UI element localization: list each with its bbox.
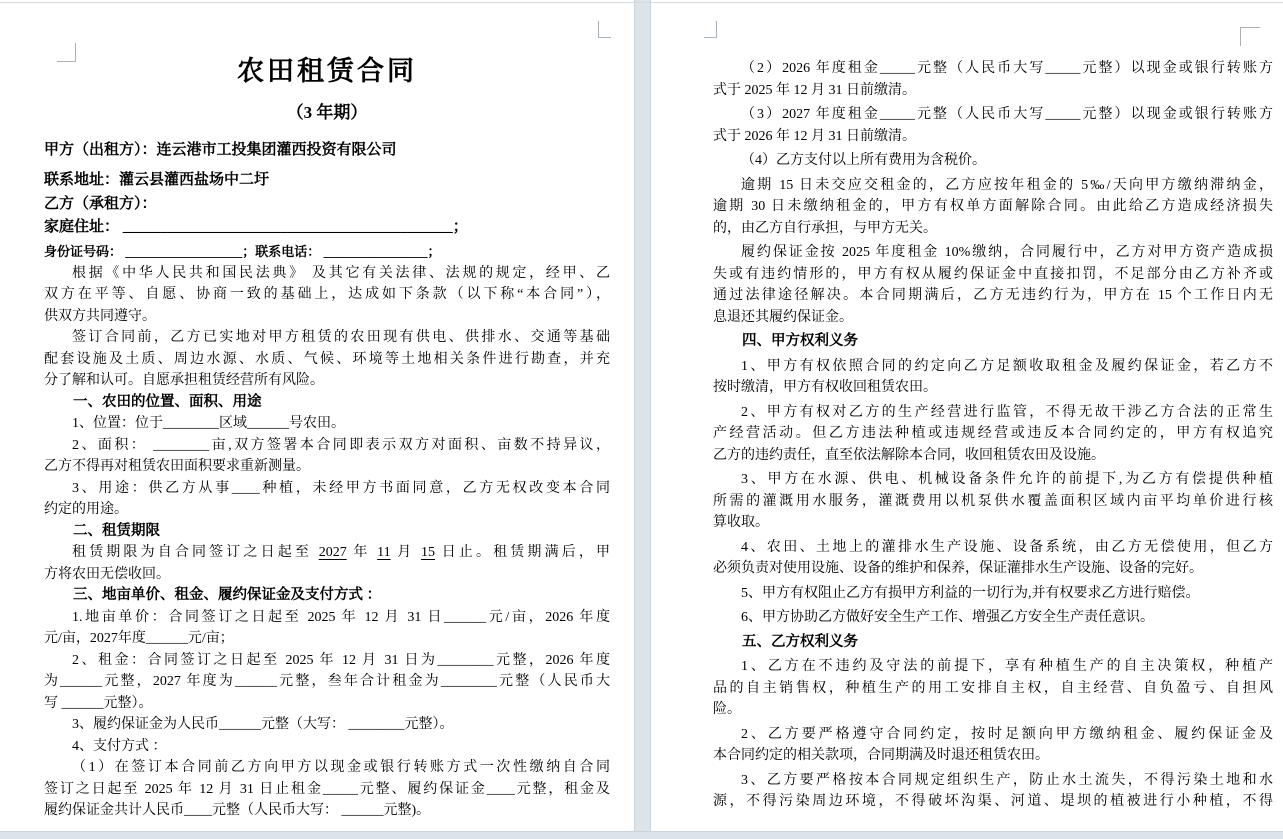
text-run: 3、履约保证金为人民币 [72, 717, 219, 732]
text-line [713, 724, 1273, 746]
contract-page-1[interactable] [0, 0, 634, 831]
text-run: 品的自主销售权，种植生产的用工安排自主权，自主经营、自负盈亏、自担风 [713, 680, 1273, 696]
text-run: 乙方不得再对租赁农田面积要求重新测量。 [44, 459, 310, 474]
text-run: 3、乙方要严格按本合同规定组织生产，防止水土流失，不得污染土地和水 [741, 772, 1273, 788]
text-line [44, 628, 610, 650]
text-line [713, 632, 1273, 654]
text-run: 3、甲方在水源、供电、机械设备条件允许的前提下,为乙方有偿提供种植 [741, 472, 1273, 487]
text-line [713, 331, 1273, 353]
text-line [713, 699, 1273, 721]
text-run: 四、甲方权利义务 [742, 333, 858, 349]
blank-field: ________ [153, 437, 210, 453]
text-run: （3 年期） [286, 103, 368, 122]
text-line [44, 216, 610, 240]
text-run: 五、乙方权利义务 [742, 633, 858, 650]
text-run: 元整)。 [383, 803, 431, 818]
text-line [44, 138, 610, 163]
text-run: 签订之日起至 2025 年 12 月 31 日止租金 [44, 781, 323, 797]
text-line [713, 150, 1273, 172]
text-run: 签订合同前，乙方已实地对甲方租赁的农田现有供电、供排水、交通等基础 [72, 330, 610, 345]
text-run: 5、甲方有权阻止乙方有损甲方利益的一切行为,并有权要求乙方进行赔偿。 [741, 585, 1200, 601]
text-line [713, 745, 1273, 767]
text-run: 元整，2027 年度为 [102, 674, 236, 689]
text-run: （2）2026 年度租金 [741, 61, 880, 76]
text-line [44, 456, 610, 478]
text-line [44, 349, 610, 371]
paragraph [44, 542, 610, 585]
section-heading [44, 392, 610, 414]
text-run: 1、乙方在不违约及守法的前提下，享有种植生产的自主决策权，种植产 [741, 659, 1273, 674]
text-line [713, 423, 1273, 445]
text-line [713, 356, 1273, 378]
text-run: 式于 2025 年 12 月 31 日前缴清。 [713, 82, 916, 98]
text-line [44, 263, 610, 285]
paragraph [713, 656, 1273, 721]
blank-field: _____ [879, 107, 915, 122]
underlined-value: 15 [421, 545, 436, 560]
text-run: 联系地址：灌云县灌西盐场中二圩 [44, 172, 270, 188]
text-line [713, 469, 1273, 491]
paragraph [713, 58, 1273, 101]
paragraph [44, 736, 610, 758]
text-run: 方将农田无偿收回。 [44, 566, 170, 582]
text-line [713, 491, 1273, 513]
blank-field: ______ [444, 609, 487, 625]
text-line [44, 169, 610, 193]
text-line [713, 678, 1273, 700]
text-run: 二、租赁期限 [73, 522, 160, 539]
text-line [44, 478, 610, 500]
blank-field: ____ [231, 480, 260, 496]
text-line [713, 285, 1273, 307]
text-run: 的，由乙方自行承担，与甲方无关。 [713, 220, 937, 236]
text-run: 元整，2026 年度 [493, 652, 610, 668]
text-line [713, 126, 1273, 148]
document-title [44, 50, 610, 92]
text-run: 元整）以现金或银行转账方 [1080, 61, 1274, 76]
blank-field: _____ [322, 781, 358, 797]
paragraph [44, 478, 610, 521]
text-line [713, 264, 1273, 286]
paragraph [713, 402, 1273, 467]
text-run: 农田租赁合同 [237, 56, 417, 86]
paragraph [44, 650, 610, 715]
text-run: 履约保证金共计人民币 [44, 803, 184, 818]
text-run: 险。 [713, 702, 741, 717]
text-run: 元整、履约保证金 [357, 781, 487, 797]
blank-field: ________ [440, 674, 497, 689]
text-line [44, 499, 610, 521]
text-line [44, 714, 610, 736]
text-run: 算收取。 [713, 515, 769, 530]
paragraph [713, 242, 1273, 328]
text-run: 元整，租金及 [514, 781, 611, 797]
text-run: 元整）。 [103, 695, 153, 711]
text-run: 一、农田的位置、面积、用途 [73, 393, 262, 410]
paragraph [713, 175, 1273, 240]
text-run: 1.地亩单价：合同签订之日起至 2025 年 12 月 31 日 [72, 609, 445, 625]
blank-field: ______ [235, 674, 278, 689]
blank-field: ________ [163, 416, 219, 431]
text-run: 1、甲方有权依照合同的约定向乙方足额收取租金及履约保证金，若乙方不 [741, 358, 1273, 374]
blank-field: ______ [60, 674, 103, 689]
text-run: 元整（大写： [261, 717, 349, 732]
text-run: 履约保证金按 2025 年度租金 10%缴纳，合同履行中，乙方对甲方资产造成损 [741, 245, 1273, 260]
section-heading [713, 331, 1273, 353]
text-run: 逾期 15 日未交应交租金的，乙方应按年租金的 5‰/天向甲方缴纳滞纳金， [741, 177, 1273, 193]
blank-field: _____ [879, 61, 915, 76]
text-run: 元/亩，2027年度 [44, 631, 146, 646]
text-run: 元整（人民币大写 [914, 107, 1046, 122]
text-run: 息退还其履约保证金。 [713, 309, 853, 325]
text-run: 元整（人民币大写： [212, 803, 342, 818]
blank-field: ________ [437, 652, 494, 668]
blank-field: ______ [145, 631, 188, 646]
text-run: 根据《中华人民共和国民法典》 及其它有关法律、法规的规定，经甲、乙 [72, 265, 610, 281]
blank-field: ____ [486, 781, 515, 797]
text-run: 通过法律途径解决。本合同期满后，乙方无违约行为，甲方在 15 个工作日内无 [713, 288, 1273, 303]
text-run: 2、租金：合同签订之日起至 2025 年 12 月 31 日为 [72, 652, 438, 668]
text-run: 年 [346, 545, 378, 560]
text-line [713, 770, 1273, 792]
text-line [44, 193, 610, 217]
text-line [44, 370, 610, 392]
text-line [44, 327, 610, 349]
text-run: ； [427, 243, 441, 259]
text-line [44, 542, 610, 564]
text-line [44, 607, 610, 629]
paragraph [713, 583, 1273, 605]
text-line [713, 58, 1273, 80]
text-run: 为 [44, 674, 61, 689]
blank-field: ____ [184, 803, 212, 818]
text-run: 源，不得污染周边环境，不得破坏沟渠、河道、堤坝的植被进行小种植，不得 [713, 794, 1273, 809]
text-run: 2、甲方有权对乙方的生产经营进行监管，不得无故干涉乙方合法的正常生 [741, 404, 1273, 420]
underlined-value: 11 [377, 545, 391, 560]
text-line [44, 240, 610, 263]
paragraph [713, 607, 1273, 629]
contract-page-2[interactable] [651, 0, 1283, 831]
text-line [44, 671, 610, 693]
text-run: 6、甲方协助乙方做好安全生产工作、增强乙方安全生产责任意识。 [741, 610, 1154, 625]
margin-crop-mark [57, 43, 76, 62]
text-run: 家庭住址： [44, 219, 123, 235]
text-line [44, 306, 610, 328]
section-heading [44, 521, 610, 543]
text-line [44, 521, 610, 543]
page-gap [634, 0, 651, 831]
paragraph [44, 413, 610, 435]
text-run: （4）乙方支付以上所有费用为含税价。 [741, 153, 986, 168]
margin-crop-mark [704, 21, 717, 38]
text-line [713, 537, 1273, 559]
blank-field: _____ [1045, 107, 1081, 122]
paragraph [44, 216, 610, 240]
text-run: 式于 2026 年 12 月 31 日前缴清。 [713, 128, 916, 144]
text-run: 失或有违约情形的，甲方有权从履约保证金中直接扣罚，不足部分由乙方补齐或 [713, 266, 1273, 282]
text-run: 种植，未经甲方书面同意，乙方无权改变本合同 [259, 480, 611, 496]
paragraph [713, 150, 1273, 172]
text-run: 乙方（承租方）： [44, 195, 157, 212]
margin-crop-mark [598, 21, 611, 38]
text-run: 元整，叁年合计租金为 [277, 674, 441, 689]
text-run: 三、地亩单价、租金、履约保证金及支付方式 ： [73, 587, 382, 603]
text-line [44, 585, 610, 607]
text-line [713, 791, 1273, 813]
text-run: 元/亩，2026 年度 [486, 609, 611, 625]
text-run: 配套设施及土质、周边水源、水质、气候、环境等土地相关条件进行勘查，并充 [44, 351, 610, 367]
text-line [713, 80, 1273, 102]
text-run: 元整）。 [404, 717, 454, 732]
text-line [44, 392, 610, 414]
text-line [713, 607, 1273, 629]
text-run: 甲方（出租方）：连云港市工投集团灌西投资有限公司 [44, 142, 397, 158]
text-line [44, 650, 610, 672]
text-line [44, 779, 610, 801]
text-line [713, 656, 1273, 678]
paragraph [44, 193, 610, 217]
text-run: 2、面积： [72, 437, 154, 453]
paragraph [44, 435, 610, 478]
text-run: 产经营活动。但乙方违法种植或违规经营或违反本合同约定的，甲方有权追究 [713, 426, 1273, 441]
text-run: 元整（人民币大写 [914, 61, 1046, 76]
blank-field: ______ [219, 717, 261, 732]
paragraph [713, 469, 1273, 534]
text-line [713, 242, 1273, 264]
margin-crop-mark [1240, 27, 1260, 46]
paragraph [44, 169, 610, 193]
text-run: （3）2027 年度租金 [741, 107, 880, 122]
section-heading [44, 585, 610, 607]
blank-field: ____________________________________________ [122, 219, 453, 235]
blank-field: ______ [247, 416, 289, 431]
blank-field: ______ [61, 695, 104, 711]
text-run: （1）在签订本合同前乙方向甲方以现金或银行转账方式一次性缴纳自合同 [72, 760, 610, 775]
text-run: 3、用途：供乙方从事 [72, 480, 232, 496]
paragraph [44, 263, 610, 328]
text-run: 双方在平等、自愿、协商一致的基础上，达成如下条款（以下称“本合同”）， [44, 287, 610, 302]
text-line [44, 98, 610, 128]
text-line [713, 512, 1273, 534]
text-run: 日止。租赁期满后，甲 [435, 545, 611, 560]
text-line [713, 445, 1273, 467]
text-run: 号农田。 [289, 416, 345, 431]
underlined-value: 2027 [318, 545, 347, 560]
text-line [713, 175, 1273, 197]
paragraph [713, 356, 1273, 399]
paragraph [713, 537, 1273, 580]
text-line [713, 307, 1273, 329]
text-run: 租赁期限为自合同签订之日起至 [72, 545, 319, 560]
blank-field: ________ [348, 717, 405, 732]
text-run: 按时缴清，甲方有权收回租赁农田。 [713, 380, 937, 395]
paragraph [44, 607, 610, 650]
text-run: 逾期 30 日未缴纳租金的，甲方有权单方面解除合同。由此给乙方造成经济损失 [713, 199, 1273, 214]
text-run: 分了解和认可。自愿承担租赁经营所有风险。 [44, 373, 324, 388]
text-run: ； [452, 219, 468, 235]
paragraph [44, 240, 610, 263]
text-run: 区域 [219, 416, 247, 431]
text-run: 元/亩； [187, 631, 234, 646]
text-run: 4、支付方式 ： [72, 738, 167, 754]
text-line [44, 757, 610, 779]
text-run: 4、农田、土地上的灌排水生产设施、设备系统，由乙方无偿使用，但乙方 [741, 539, 1273, 555]
paragraph [713, 104, 1273, 147]
blank-field: ________________ [323, 243, 428, 259]
paragraph [713, 724, 1273, 767]
text-line [713, 583, 1273, 605]
viewport-top-divider [0, 2, 1283, 3]
text-run: 元整（人民币大 [496, 674, 611, 689]
text-run: 供双方共同遵守。 [44, 308, 156, 324]
text-line [713, 558, 1273, 580]
text-line [713, 402, 1273, 424]
text-run: 2、乙方要严格遵守合同约定，按时足额向甲方缴纳租金、履约保证金及 [741, 726, 1273, 742]
text-line [713, 196, 1273, 218]
blank-field: _____ [1045, 61, 1081, 76]
text-run: 本合同约定的相关款项，合同期满及时退还租赁农田。 [713, 748, 1049, 763]
text-run: 乙方的违约责任，直至依法解除本合同，收回租赁农田及设施。 [713, 447, 1105, 463]
text-run: 1、位置：位于 [72, 416, 163, 431]
text-line [44, 564, 610, 586]
paragraph [44, 138, 610, 163]
blank-field: ______ [341, 803, 384, 818]
text-line [44, 800, 610, 822]
blank-field: __________________ [125, 243, 243, 259]
text-run: 元整）以现金或银行转账方 [1080, 107, 1274, 122]
text-line [44, 284, 610, 306]
section-heading [713, 632, 1273, 654]
document-subtitle [44, 98, 610, 128]
paragraph [44, 714, 610, 736]
text-run: 写 [44, 695, 62, 711]
text-run: 必须负责对使用设施、设备的维护和保养，保证灌排水生产设施、设备的完好。 [713, 561, 1203, 576]
text-line [44, 50, 610, 92]
text-run: 身份证号码： [44, 243, 126, 259]
text-line [713, 104, 1273, 126]
text-line [713, 377, 1273, 399]
text-line [44, 693, 610, 715]
text-run: 约定的用途。 [44, 502, 128, 517]
text-line [44, 435, 610, 457]
paragraph [44, 757, 610, 822]
page-bottom-background [0, 831, 1283, 839]
text-run: 月 [390, 545, 422, 560]
paragraph [44, 327, 610, 392]
paragraph [713, 770, 1273, 813]
text-run: ；联系电话： [242, 243, 324, 259]
text-run: 所需的灌溉用水服务，灌溉费用以机泵供水覆盖面积区域内亩平均单价进行核 [713, 493, 1273, 509]
text-line [44, 413, 610, 435]
text-line [713, 218, 1273, 240]
text-run: 亩,双方签署本合同即表示双方对面积、亩数不持异议， [209, 437, 611, 453]
text-line [44, 736, 610, 758]
